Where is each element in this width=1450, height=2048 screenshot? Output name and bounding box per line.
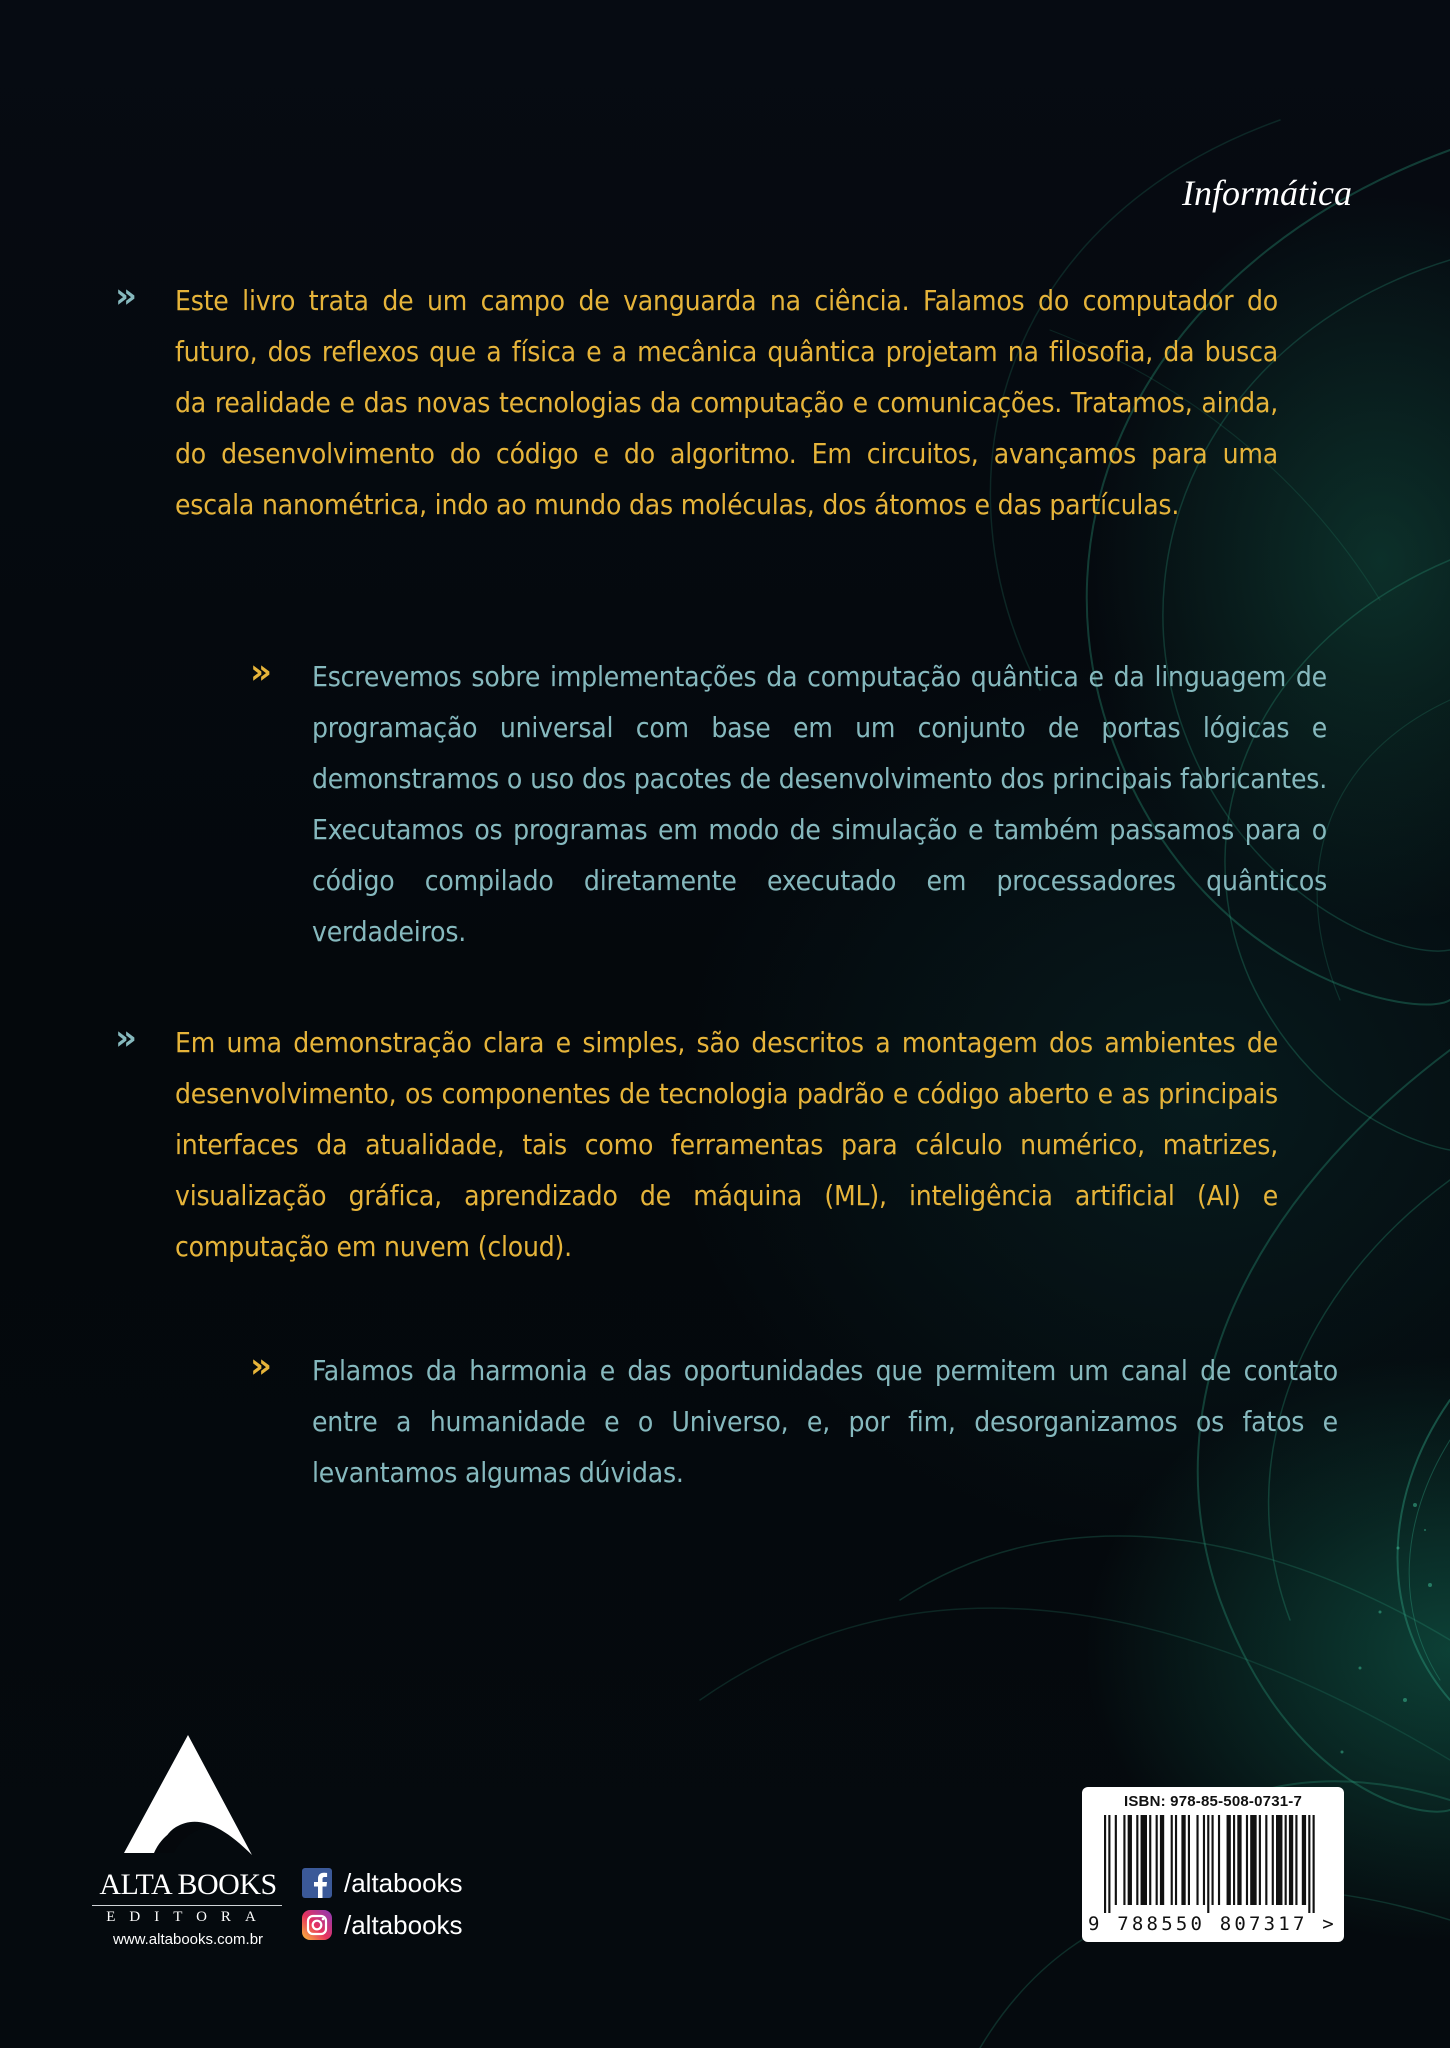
barcode-bar: [1227, 1815, 1231, 1905]
publisher-logo-mark: [124, 1735, 252, 1859]
instagram-icon: [302, 1910, 332, 1940]
publisher-url[interactable]: www.altabooks.com.br: [112, 1931, 264, 1948]
barcode-bar: [1302, 1815, 1306, 1905]
barcode-bar: [1308, 1815, 1310, 1913]
barcode-bar: [1188, 1815, 1190, 1905]
paragraph-2: Escrevemos sobre implementações da computação quântica e da linguagem de programação universal com base em um conjunto de portas lógicas e demonstramos o uso dos pacotes de desenvolvimento dos principais fabricantes. Executamos os programas em modo de simulação e também passamos para o código compilado diretamente executado em processadores quânticos verdadeiros.: [312, 660, 1327, 948]
barcode-bar: [1181, 1815, 1185, 1905]
bullet-arrow-icon: »: [115, 1018, 131, 1058]
barcode-bar: [1272, 1815, 1274, 1905]
social-instagram[interactable]: [302, 1908, 463, 1942]
isbn-digits: 9 788550 807317 >: [1088, 1913, 1337, 1935]
barcode-bar: [1128, 1815, 1132, 1905]
barcode-bar: [1218, 1815, 1220, 1905]
barcode-bar: [1212, 1815, 1214, 1905]
facebook-handle: /altabooks: [344, 1867, 463, 1898]
barcode-bar: [1115, 1815, 1117, 1905]
bullet-arrow-icon: »: [250, 652, 266, 692]
paragraph-1: Este livro trata de um campo de vanguarda na ciência. Falamos do computador do futuro, dos reflexos que a física e a mecânica quântica projetam na filosofia, da busca da realidade e das novas tecnologias da computação e comunicações. Tratamos, ainda, do desenvolvimento do código e do algoritmo. Em circuitos, avançamos para uma escala nanométrica, indo ao mundo das moléculas, dos átomos e das partículas.: [175, 284, 1278, 521]
barcode-bar: [1250, 1815, 1256, 1905]
barcode-bar: [1123, 1815, 1125, 1905]
publisher-name: ALTA BOOKS: [99, 1868, 277, 1901]
barcode-bar: [1246, 1815, 1248, 1905]
barcode-bar: [1207, 1815, 1209, 1913]
barcode-bar: [1108, 1815, 1110, 1913]
barcode-bar: [1156, 1815, 1158, 1905]
publisher-subtitle: EDITORA: [106, 1909, 270, 1925]
barcode-bar: [1295, 1815, 1297, 1905]
instagram-handle: /altabooks: [344, 1909, 463, 1940]
barcode-bar: [1141, 1815, 1147, 1905]
barcode-bar: [1149, 1815, 1151, 1905]
isbn-barcode: [1082, 1787, 1344, 1942]
divider: [92, 1905, 282, 1906]
barcode-bar: [1276, 1815, 1282, 1905]
bullet-arrow-icon: »: [250, 1346, 266, 1386]
barcode-bar: [1203, 1815, 1205, 1905]
isbn-label: ISBN: 978-85-508-0731-7: [1123, 1793, 1303, 1810]
facebook-icon: [302, 1868, 332, 1898]
social-facebook[interactable]: [302, 1866, 463, 1900]
paragraph-3: Em uma demonstração clara e simples, são descritos a montagem dos ambientes de desenvolvimento, os componentes de tecnologia padrão e código aberto e as principais interfaces da atualidade, tais como ferramentas para cálculo numérico, matrizes, visualização gráfica, aprendizado de máquina (ML), inteligência artificial (AI) e computação em nuvem (cloud).: [175, 1026, 1278, 1263]
barcode-bar: [1233, 1815, 1235, 1905]
bullet-arrow-icon: »: [115, 276, 131, 316]
barcode-bar: [1289, 1815, 1293, 1905]
barcode-bar: [1285, 1815, 1287, 1905]
barcode-bar: [1313, 1815, 1315, 1913]
barcode-bar: [1265, 1815, 1267, 1905]
paragraph-4: Falamos da harmonia e das oportunidades que permitem um canal de contato entre a humanidade e o Universo, e, por fim, desorganizamos os fatos e levantamos algumas dúvidas.: [312, 1354, 1338, 1489]
category-label: Informática: [1182, 173, 1352, 213]
barcode-bar: [1136, 1815, 1138, 1905]
barcode-bar: [1259, 1815, 1261, 1905]
barcode-bars: [1104, 1815, 1324, 1913]
barcode-bar: [1196, 1815, 1198, 1905]
barcode-bar: [1237, 1815, 1241, 1905]
barcode-bar: [1104, 1815, 1106, 1913]
barcode-bar: [1175, 1815, 1177, 1905]
barcode-bar: [1160, 1815, 1164, 1905]
barcode-bar: [1171, 1815, 1173, 1905]
